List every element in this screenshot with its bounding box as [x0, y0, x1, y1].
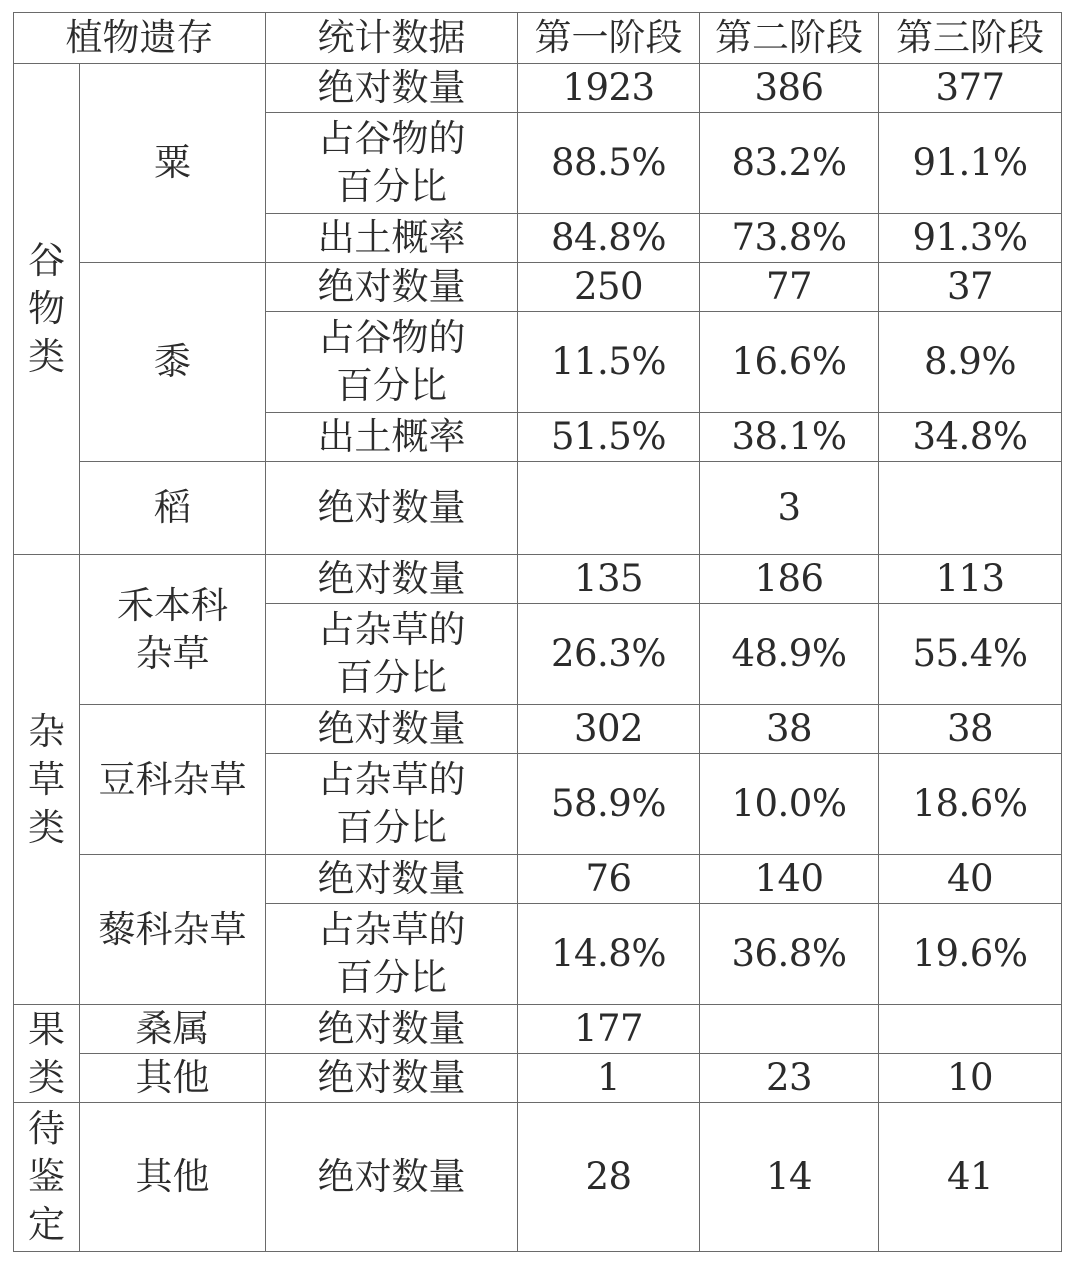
cell-value: 1923	[518, 64, 700, 113]
stat-label: 绝对数量	[266, 263, 518, 312]
cell-value: 386	[700, 64, 879, 113]
cell-value: 91.3%	[879, 214, 1062, 263]
cell-value: 113	[879, 555, 1062, 604]
cell-value: 14.8%	[518, 904, 700, 1005]
plant-millet: 粟	[80, 64, 266, 263]
cell-value	[700, 1005, 879, 1054]
category-fruit: 果 类	[14, 1005, 80, 1103]
plant-rice: 稻	[80, 462, 266, 555]
cell-value: 18.6%	[879, 754, 1062, 855]
cell-value: 28	[518, 1103, 700, 1252]
cell-value	[879, 1005, 1062, 1054]
cell-value: 19.6%	[879, 904, 1062, 1005]
cell-value: 41	[879, 1103, 1062, 1252]
table-row	[14, 1054, 1062, 1103]
cell-value: 14	[700, 1103, 879, 1252]
stat-label: 出土概率	[266, 413, 518, 462]
cell-value: 302	[518, 705, 700, 754]
cell-value: 77	[700, 263, 879, 312]
cell-value: 3	[700, 462, 879, 555]
cell-value: 38	[700, 705, 879, 754]
header-row	[14, 13, 1062, 64]
table-row	[14, 705, 1062, 754]
plant-grass-weed: 禾本科 杂草	[80, 555, 266, 705]
cell-value: 23	[700, 1054, 879, 1103]
stat-label: 占杂草的 百分比	[266, 604, 518, 705]
stat-label: 出土概率	[266, 214, 518, 263]
cell-value: 40	[879, 855, 1062, 904]
cell-value: 36.8%	[700, 904, 879, 1005]
header-stage2: 第二阶段	[700, 13, 879, 64]
plant-broomcorn: 黍	[80, 263, 266, 462]
cell-value: 140	[700, 855, 879, 904]
plant-remains-table	[13, 12, 1062, 1252]
cell-value: 11.5%	[518, 312, 700, 413]
plant-fruit-other: 其他	[80, 1054, 266, 1103]
cell-value: 10.0%	[700, 754, 879, 855]
cell-value: 16.6%	[700, 312, 879, 413]
stat-label: 绝对数量	[266, 1103, 518, 1252]
stat-label: 占杂草的 百分比	[266, 754, 518, 855]
cell-value: 10	[879, 1054, 1062, 1103]
stat-label: 占杂草的 百分比	[266, 904, 518, 1005]
plant-legume-weed: 豆科杂草	[80, 705, 266, 855]
cell-value: 250	[518, 263, 700, 312]
cell-value: 91.1%	[879, 113, 1062, 214]
cell-value: 84.8%	[518, 214, 700, 263]
plant-morus: 桑属	[80, 1005, 266, 1054]
category-weed: 杂 草 类	[14, 555, 80, 1005]
table-row	[14, 555, 1062, 604]
cell-value: 377	[879, 64, 1062, 113]
table-row	[14, 1103, 1062, 1252]
stat-label: 绝对数量	[266, 1005, 518, 1054]
cell-value: 83.2%	[700, 113, 879, 214]
category-pending: 待 鉴 定	[14, 1103, 80, 1252]
cell-value: 26.3%	[518, 604, 700, 705]
plant-cheno-weed: 藜科杂草	[80, 855, 266, 1005]
table-row	[14, 855, 1062, 904]
cell-value: 38.1%	[700, 413, 879, 462]
cell-value	[518, 462, 700, 555]
cell-value: 1	[518, 1054, 700, 1103]
header-stage3: 第三阶段	[879, 13, 1062, 64]
stat-label: 绝对数量	[266, 555, 518, 604]
cell-value: 76	[518, 855, 700, 904]
cell-value: 34.8%	[879, 413, 1062, 462]
header-stage1: 第一阶段	[518, 13, 700, 64]
cell-value: 58.9%	[518, 754, 700, 855]
cell-value: 135	[518, 555, 700, 604]
stat-label: 占谷物的 百分比	[266, 113, 518, 214]
table-row	[14, 263, 1062, 312]
stat-label: 绝对数量	[266, 462, 518, 555]
category-grain: 谷 物 类	[14, 64, 80, 555]
header-plant: 植物遗存	[14, 13, 266, 64]
cell-value: 73.8%	[700, 214, 879, 263]
stat-label: 绝对数量	[266, 855, 518, 904]
cell-value: 186	[700, 555, 879, 604]
cell-value: 55.4%	[879, 604, 1062, 705]
stat-label: 占谷物的 百分比	[266, 312, 518, 413]
plant-pending-other: 其他	[80, 1103, 266, 1252]
table-row	[14, 64, 1062, 113]
header-stat: 统计数据	[266, 13, 518, 64]
cell-value: 37	[879, 263, 1062, 312]
cell-value: 88.5%	[518, 113, 700, 214]
stat-label: 绝对数量	[266, 705, 518, 754]
stat-label: 绝对数量	[266, 1054, 518, 1103]
cell-value: 51.5%	[518, 413, 700, 462]
cell-value	[879, 462, 1062, 555]
cell-value: 38	[879, 705, 1062, 754]
cell-value: 48.9%	[700, 604, 879, 705]
cell-value: 177	[518, 1005, 700, 1054]
table-row	[14, 462, 1062, 555]
stat-label: 绝对数量	[266, 64, 518, 113]
table-row	[14, 1005, 1062, 1054]
cell-value: 8.9%	[879, 312, 1062, 413]
